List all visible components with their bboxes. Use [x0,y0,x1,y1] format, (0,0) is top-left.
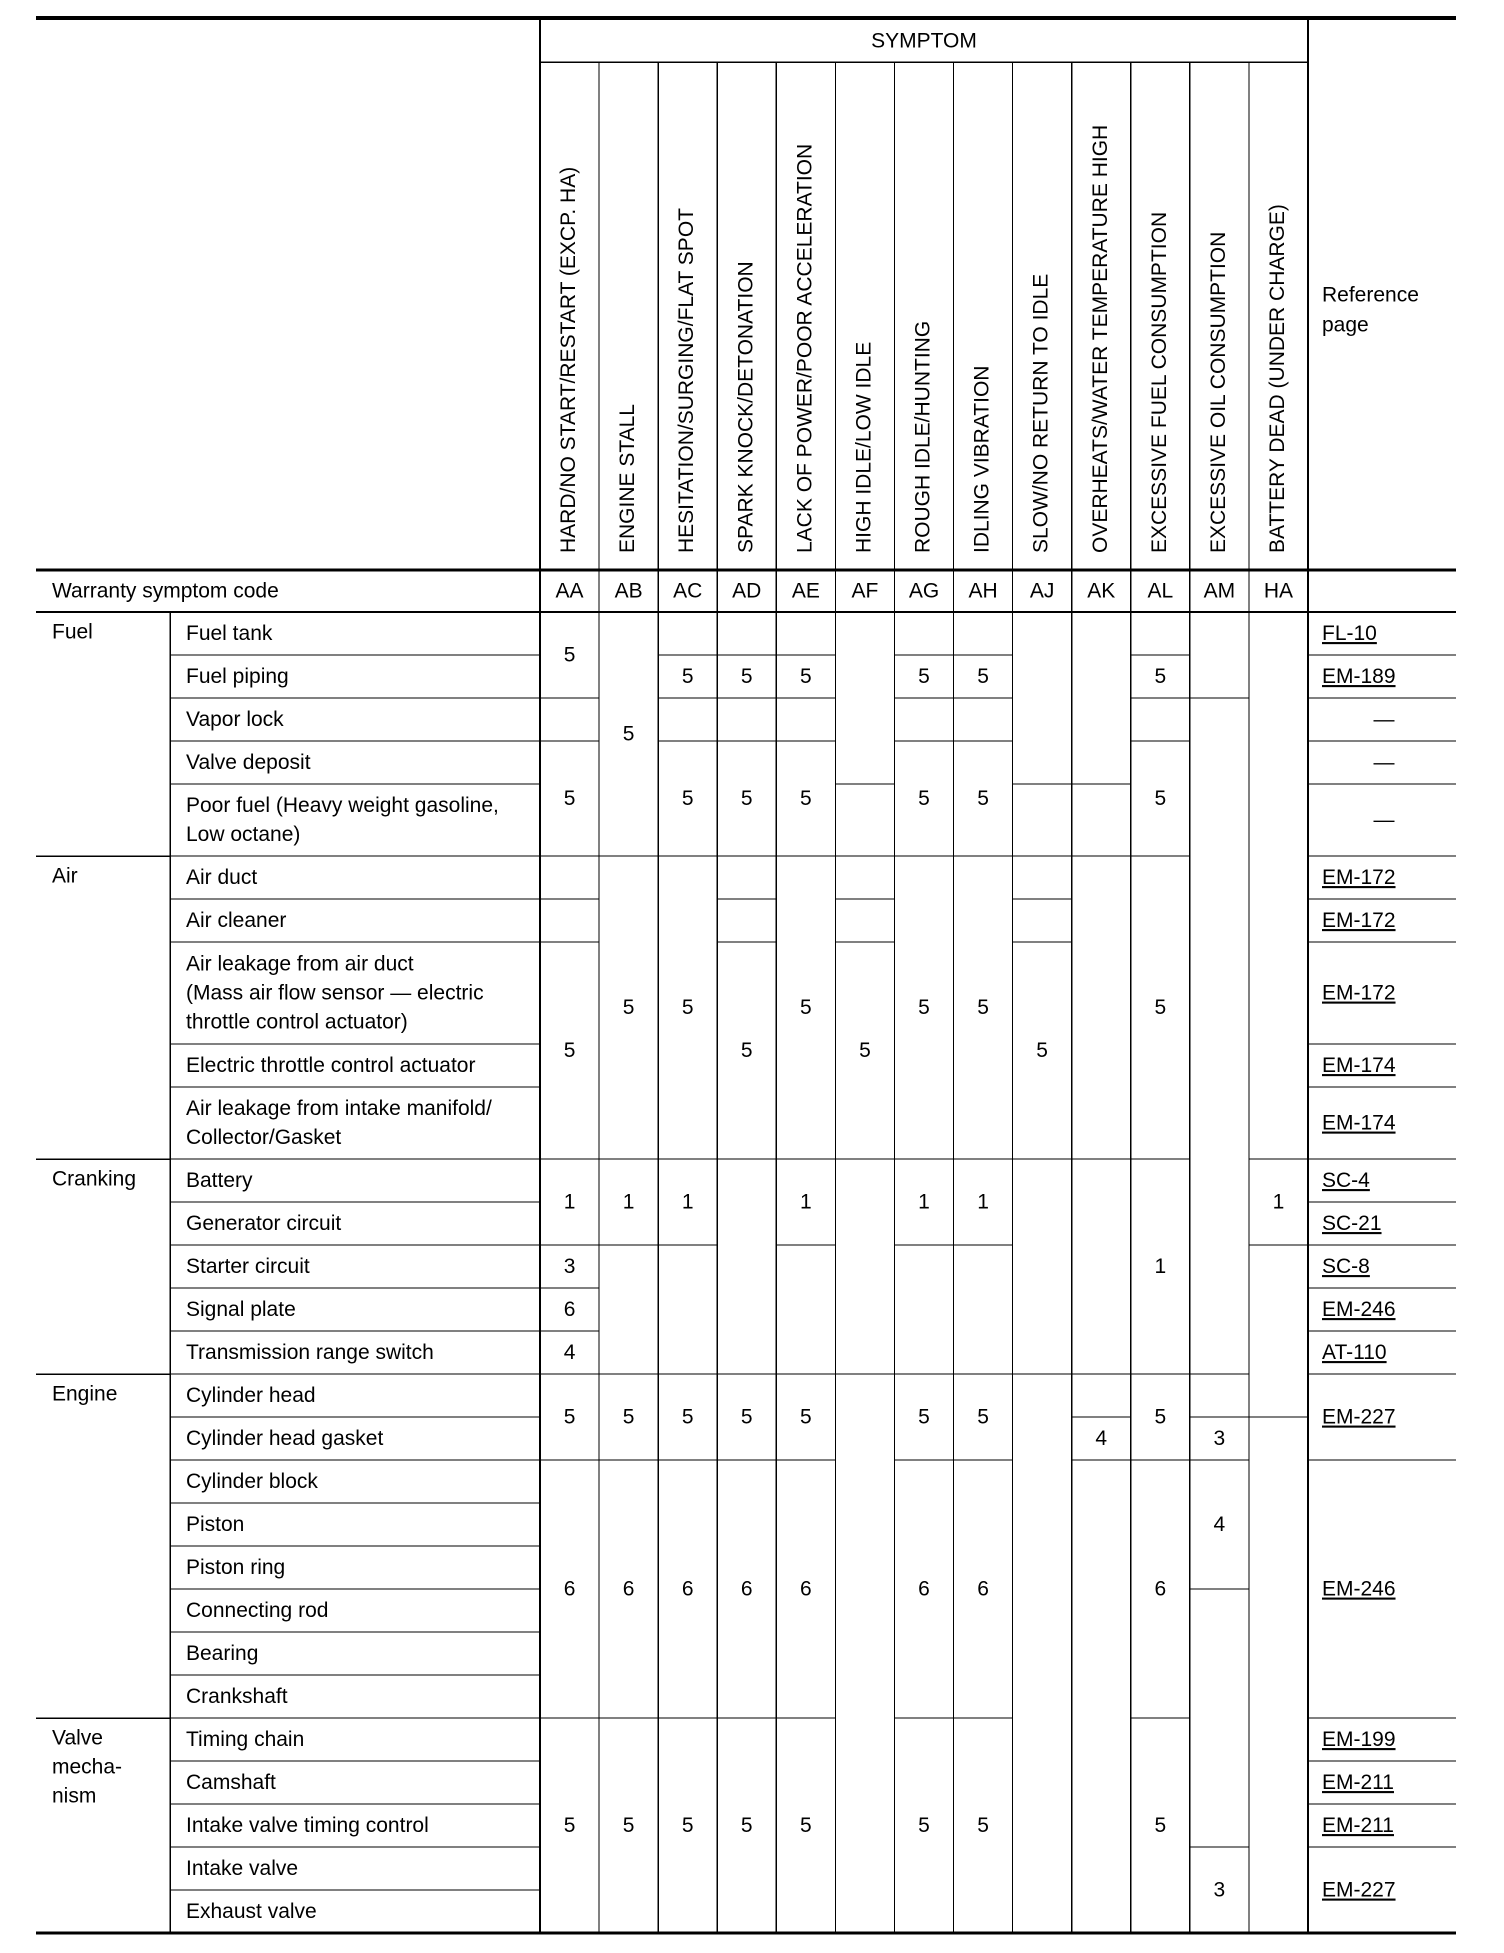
reference-dash: — [1373,751,1395,775]
cell-value-ac: 5 [681,787,694,811]
cell-value-ad: 5 [740,1814,753,1838]
item-label: Transmission range switch [186,1341,434,1365]
symptom-name-am: EXCESSIVE OIL CONSUMPTION [1206,231,1230,553]
cell-value-al: 1 [1154,1255,1167,1279]
item-label: Electric throttle control actuator [186,1054,476,1078]
symptom-name-ha: BATTERY DEAD (UNDER CHARGE) [1266,204,1290,553]
cell-value-ah: 6 [977,1577,989,1601]
symptom-code-al: AL [1147,579,1174,603]
cell-value-ac: 1 [681,1190,694,1214]
item-label: Starter circuit [186,1255,310,1279]
reference-link[interactable]: EM-199 [1322,1728,1396,1752]
item-label: Valve deposit [186,751,311,775]
cell-value-am: 4 [1213,1513,1226,1537]
cell-value-aa: 1 [563,1190,576,1214]
warranty-label: Warranty symptom code [52,579,279,603]
item-label: Exhaust valve [186,1900,317,1924]
symptom-name-aj: SLOW/NO RETURN TO IDLE [1029,273,1053,553]
cell-value-aa: 4 [563,1341,576,1365]
reference-dash: — [1373,708,1395,732]
reference-link[interactable]: FL-10 [1322,622,1377,646]
reference-link[interactable]: AT-110 [1322,1341,1387,1365]
item-label: (Mass air flow sensor — electric [186,981,484,1005]
item-label: Camshaft [186,1771,276,1795]
symptom-name-ah: IDLING VIBRATION [970,365,994,553]
reference-link[interactable]: EM-211 [1322,1814,1394,1838]
reference-link[interactable]: EM-172 [1322,866,1396,890]
cell-value-ag: 5 [918,1814,930,1838]
cell-value-aa: 5 [563,787,576,811]
item-label: Air leakage from intake manifold/ [186,1097,492,1121]
cell-value-al: 5 [1154,996,1167,1020]
item-label: Intake valve [186,1857,299,1881]
symptom-name-ad: SPARK KNOCK/DETONATION [734,261,758,553]
category-label: Valve [52,1726,103,1750]
category-label: Engine [52,1382,118,1406]
reference-link[interactable]: EM-211 [1322,1771,1394,1795]
reference-dash: — [1373,808,1395,832]
cell-value-ad: 5 [740,787,753,811]
cell-value-ab: 6 [622,1577,635,1601]
cell-value-ag: 6 [918,1577,930,1601]
cell-value-am: 3 [1213,1878,1226,1902]
cell-value-aa: 6 [563,1298,576,1322]
cell-value-al: 5 [1154,1405,1167,1429]
item-label: Signal plate [186,1298,296,1322]
reference-header-line-1: Reference [1322,283,1419,307]
cell-value-ae: 5 [800,665,812,689]
item-label: Generator circuit [186,1212,342,1236]
symptom-code-ac: AC [673,579,703,603]
item-label: Timing chain [186,1728,305,1752]
cell-value-ah: 5 [977,1814,989,1838]
item-label: Cylinder head [186,1384,316,1408]
cell-value-al: 5 [1154,665,1167,689]
cell-value-aa: 3 [563,1255,576,1279]
symptom-code-ab: AB [614,579,643,603]
symptom-name-af: HIGH IDLE/LOW IDLE [852,341,876,553]
symptom-code-ag: AG [908,579,940,603]
cell-value-ab: 5 [622,722,635,746]
cell-value-ae: 6 [800,1577,812,1601]
item-label: Crankshaft [186,1685,288,1709]
item-label: Bearing [186,1642,259,1666]
reference-link[interactable]: EM-227 [1322,1878,1396,1902]
cell-value-ag: 5 [918,787,930,811]
cell-value-ab: 5 [622,1814,635,1838]
cell-value-ag: 1 [918,1190,930,1214]
cell-value-aa: 5 [563,1405,576,1429]
cell-value-af: 5 [859,1039,871,1063]
item-label: Poor fuel (Heavy weight gasoline, [186,794,499,818]
reference-link[interactable]: EM-174 [1322,1054,1396,1078]
cell-value-ac: 6 [681,1577,694,1601]
symptom-name-ae: LACK OF POWER/POOR ACCELERATION [793,143,817,553]
reference-link[interactable]: EM-246 [1322,1298,1396,1322]
item-label: Air leakage from air duct [186,952,414,976]
reference-link[interactable]: EM-227 [1322,1405,1396,1429]
symptom-code-ae: AE [791,579,820,603]
reference-link[interactable]: SC-8 [1322,1255,1370,1279]
category-label: Air [52,864,78,888]
reference-link[interactable]: SC-4 [1322,1169,1370,1193]
item-label: Intake valve timing control [186,1814,429,1838]
item-label: Piston [186,1513,245,1537]
symptom-code-ad: AD [732,579,762,603]
cell-value-ac: 5 [681,1814,694,1838]
item-label: Cylinder head gasket [186,1427,384,1451]
item-label: Fuel tank [186,622,273,646]
cell-value-ag: 5 [918,996,930,1020]
item-label: Air cleaner [186,909,287,933]
cell-value-ae: 5 [800,996,812,1020]
cell-value-ae: 5 [800,787,812,811]
cell-value-ah: 5 [977,665,989,689]
cell-value-ad: 5 [740,665,753,689]
item-label: Cylinder block [186,1470,318,1494]
symptom-name-ak: OVERHEATS/WATER TEMPERATURE HIGH [1088,124,1112,553]
cell-value-ad: 5 [740,1039,753,1063]
cell-value-al: 5 [1154,787,1167,811]
symptom-name-al: EXCESSIVE FUEL CONSUMPTION [1147,211,1171,553]
cell-value-am: 3 [1213,1427,1226,1451]
item-label: Low octane) [186,823,301,847]
item-label: Connecting rod [186,1599,329,1623]
cell-value-ae: 1 [800,1190,812,1214]
reference-link[interactable]: EM-172 [1322,981,1396,1005]
symptom-name-ab: ENGINE STALL [616,404,640,553]
symptom-code-am: AM [1203,579,1236,603]
symptom-code-aj: AJ [1029,579,1055,603]
category-label: nism [52,1784,97,1808]
cell-value-aa: 5 [563,1039,576,1063]
cell-value-al: 5 [1154,1814,1167,1838]
cell-value-ha: 1 [1272,1190,1285,1214]
cell-value-ag: 5 [918,665,930,689]
reference-link[interactable]: EM-246 [1322,1577,1396,1601]
reference-link[interactable]: SC-21 [1322,1212,1382,1236]
category-label: Cranking [52,1167,137,1191]
reference-link[interactable]: EM-189 [1322,665,1396,689]
symptom-name-aa: HARD/NO START/RESTART (EXCP. HA) [557,166,581,553]
symptom-code-ah: AH [968,579,998,603]
reference-link[interactable]: EM-174 [1322,1111,1396,1135]
cell-value-ab: 5 [622,996,635,1020]
reference-link[interactable]: EM-172 [1322,909,1396,933]
symptom-code-ak: AK [1087,579,1116,603]
cell-value-ah: 5 [977,996,989,1020]
cell-value-ac: 5 [681,665,694,689]
cell-value-ae: 5 [800,1405,812,1429]
item-label: throttle control actuator) [186,1010,408,1034]
symptom-code-af: AF [851,579,879,603]
category-label: Fuel [52,620,93,644]
item-label: Battery [186,1169,253,1193]
symptom-code-ha: HA [1263,579,1294,603]
cell-value-ab: 5 [622,1405,635,1429]
cell-value-ac: 5 [681,1405,694,1429]
cell-value-ab: 1 [622,1190,635,1214]
item-label: Air duct [186,866,258,890]
item-label: Piston ring [186,1556,286,1580]
cell-value-ah: 5 [977,1405,989,1429]
symptom-title: SYMPTOM [871,29,977,53]
cell-value-ac: 5 [681,996,694,1020]
symptom-name-ag: ROUGH IDLE/HUNTING [911,320,935,553]
item-label: Fuel piping [186,665,289,689]
item-label: Collector/Gasket [186,1126,342,1150]
symptom-code-aa: AA [555,579,584,603]
item-label: Vapor lock [186,708,284,732]
cell-value-ag: 5 [918,1405,930,1429]
cell-value-ak: 4 [1095,1427,1108,1451]
cell-value-al: 6 [1154,1577,1167,1601]
category-label: mecha- [52,1755,123,1779]
cell-value-ad: 6 [740,1577,753,1601]
cell-value-ah: 5 [977,787,989,811]
cell-value-ae: 5 [800,1814,812,1838]
cell-value-aa: 6 [563,1577,576,1601]
cell-value-ah: 1 [977,1190,989,1214]
symptom-name-ac: HESITATION/SURGING/FLAT SPOT [675,208,699,553]
cell-value-aa: 5 [563,1814,576,1838]
cell-value-ad: 5 [740,1405,753,1429]
reference-header-line-2: page [1322,313,1369,337]
cell-value-aj: 5 [1036,1039,1048,1063]
cell-value-aa: 5 [563,643,576,667]
